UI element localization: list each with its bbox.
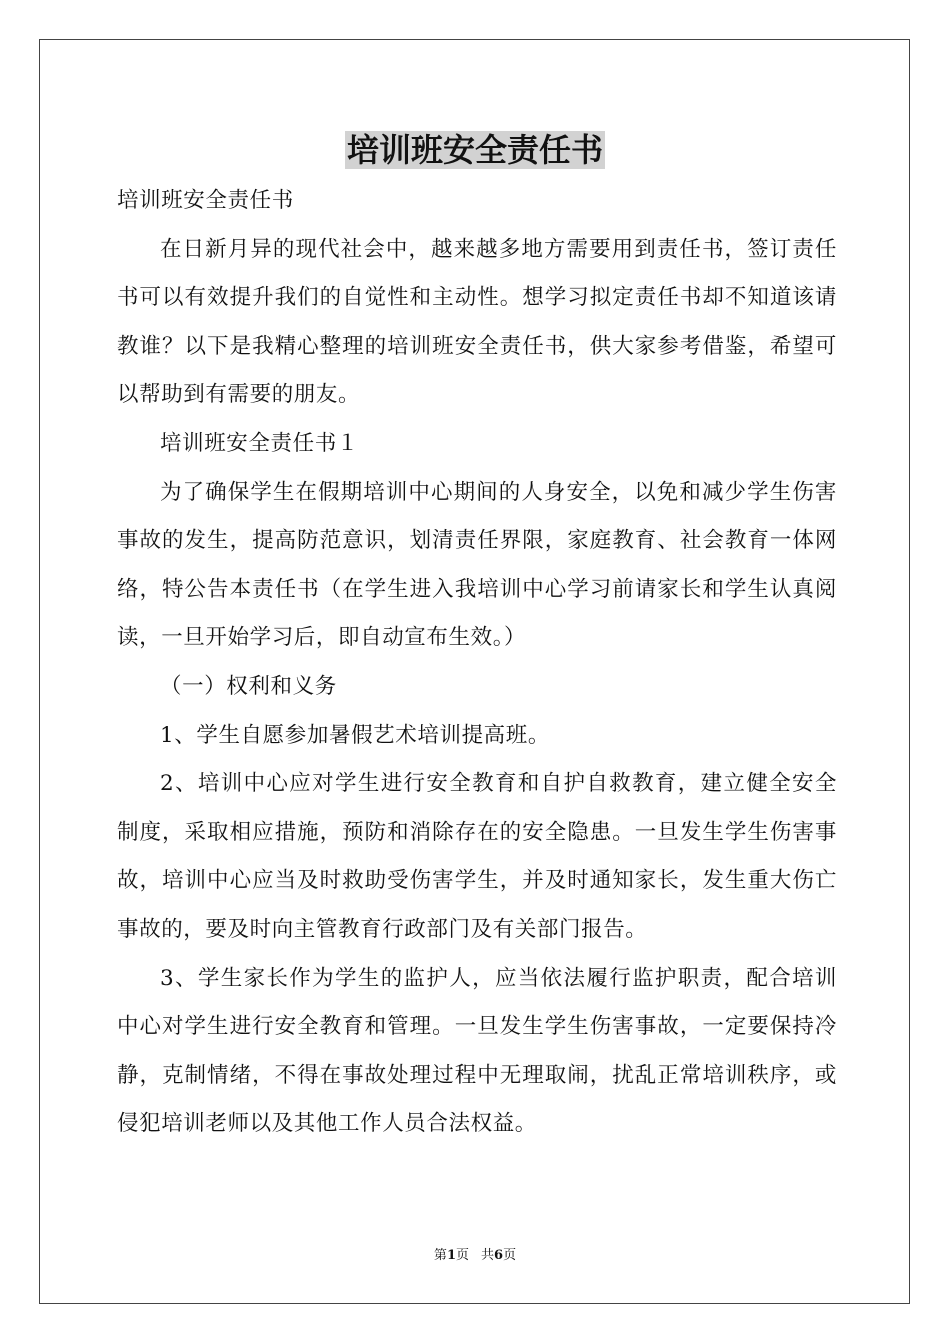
document-body — [117, 177, 837, 1149]
paragraph: 2、培训中心应对学生进行安全教育和自护自救教育，建立健全安全制度，采取相应措施，预防和消除存在的安全隐患。一旦发生学生伤害事故，培训中心应当及时救助受伤害学生，并及时通知家长，发生重大伤亡事故的，要及时向主管教育行政部门及有关部门报告。 — [117, 771, 837, 942]
paragraph: 3、学生家长作为学生的监护人，应当依法履行监护职责，配合培训中心对学生进行安全教育和管理。一旦发生学生伤害事故，一定要保持冷静，克制情绪，不得在事故处理过程中无理取闹，扰乱正常培训秩序，或侵犯培训老师以及其他工作人员合法权益。 — [117, 965, 837, 1137]
paragraph: 1、学生自愿参加暑假艺术培训提高班。 — [160, 722, 550, 748]
total-prefix: 共 — [481, 1248, 495, 1263]
page-prefix: 第 — [433, 1248, 447, 1263]
document-title — [0, 127, 950, 173]
page-suffix: 页 — [455, 1248, 469, 1263]
page-footer — [0, 1247, 950, 1265]
paragraph: （一）权利和义务 — [160, 673, 337, 699]
document-title-text: 培训班安全责任书 — [346, 131, 603, 169]
total-suffix: 页 — [503, 1248, 517, 1263]
paragraph: 培训班安全责任书１ — [160, 430, 359, 456]
paragraph: 在日新月异的现代社会中，越来越多地方需要用到责任书，签订责任书可以有效提升我们的自觉性和主动性。想学习拟定责任书却不知道该请教谁？以下是我精心整理的培训班安全责任书，供大家参考借鉴，希望可以帮助到有需要的朋友。 — [117, 236, 837, 408]
page-current: 1 — [446, 1248, 456, 1263]
paragraph: 为了确保学生在假期培训中心期间的人身安全，以免和减少学生伤害事故的发生，提高防范意识，划清责任界限，家庭教育、社会教育一体网络，特公告本责任书（在学生进入我培训中心学习前请家长和学生认真阅读，一旦开始学习后，即自动宣布生效。） — [117, 479, 837, 651]
paragraph: 培训班安全责任书 — [117, 188, 294, 213]
page-total: 6 — [494, 1248, 504, 1263]
